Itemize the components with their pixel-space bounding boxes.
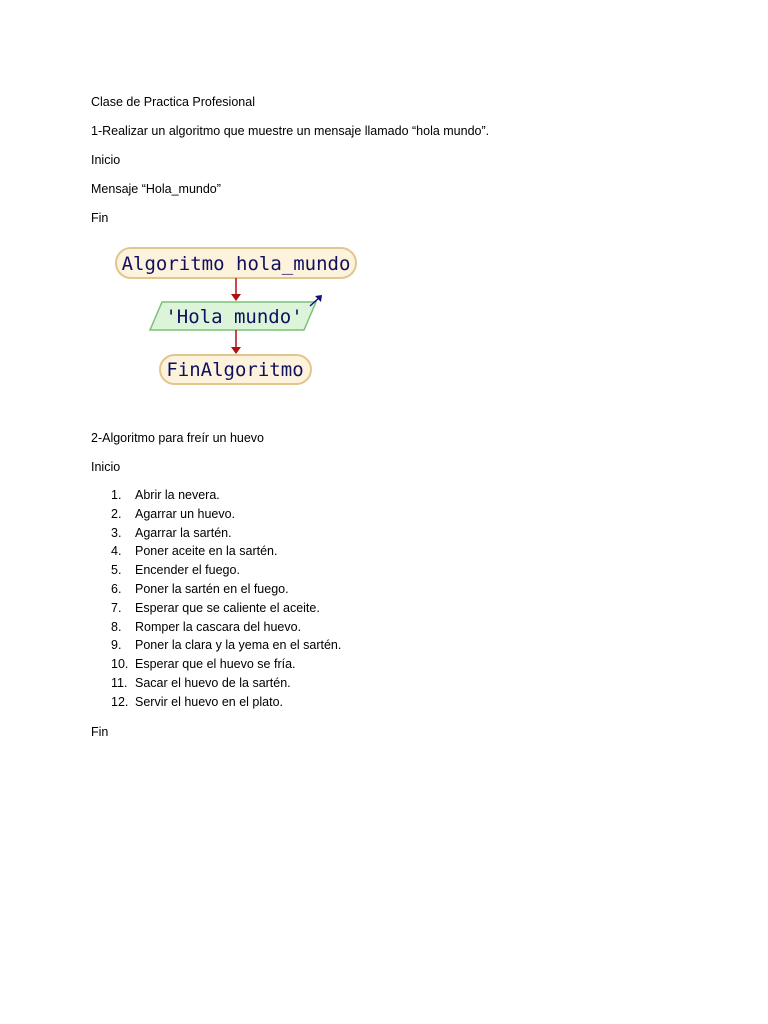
flowchart-arrowhead-1 [231,294,241,301]
list-item-text: Agarrar un huevo. [135,506,236,521]
task-1-mensaje: Mensaje “Hola_mundo” [91,182,221,196]
list-item-text: Poner la sartén en el fuego. [135,581,289,596]
list-item-number: 10. [111,657,129,672]
list-item-text: Abrir la nevera. [135,488,220,502]
list-item-number: 7. [111,600,122,615]
list-item-text: Poner la clara y la yema en el sartén. [135,638,342,653]
list-item-text: Agarrar la sartén. [135,525,232,540]
task-2-inicio: Inicio [91,460,121,474]
list-item-number: 9. [111,638,122,653]
flowchart [110,240,370,390]
list-item-number: 12. [111,694,129,709]
task-1-fin: Fin [91,211,109,225]
list-item-text: Esperar que el huevo se fría. [135,657,296,672]
document-heading: Clase de Practica Profesional [91,95,255,109]
list-item-text: Romper la cascara del huevo. [135,619,302,634]
list-item-number: 2. [111,506,122,521]
task-2-statement: 2-Algoritmo para freír un huevo [91,431,265,445]
list-item-number: 1. [111,488,122,502]
list-item-number: 3. [111,525,122,540]
list-item-text: Sacar el huevo de la sartén. [135,675,291,690]
list-item-number: 8. [111,619,122,634]
flowchart-output-label: 'Hola mundo' [165,306,303,328]
task-2-fin: Fin [91,725,109,739]
list-item-text: Encender el fuego. [135,563,240,578]
flowchart-arrowhead-2 [231,347,241,354]
list-item-number: 4. [111,544,122,559]
task-1-statement: 1-Realizar un algoritmo que muestre un mensaje llamado “hola mundo”. [91,124,490,138]
flowchart-start-label: Algoritmo hola_mundo [121,253,351,275]
list-item-text: Esperar que se caliente el aceite. [135,600,320,615]
list-item-number: 11. [111,675,128,690]
list-item-number: 5. [111,563,122,578]
task-1-inicio: Inicio [91,153,121,167]
list-item-number: 6. [111,581,122,596]
flowchart-end-label: FinAlgoritmo [166,359,304,381]
list-item-text: Poner aceite en la sartén. [135,544,278,559]
list-item-text: Servir el huevo en el plato. [135,694,284,709]
